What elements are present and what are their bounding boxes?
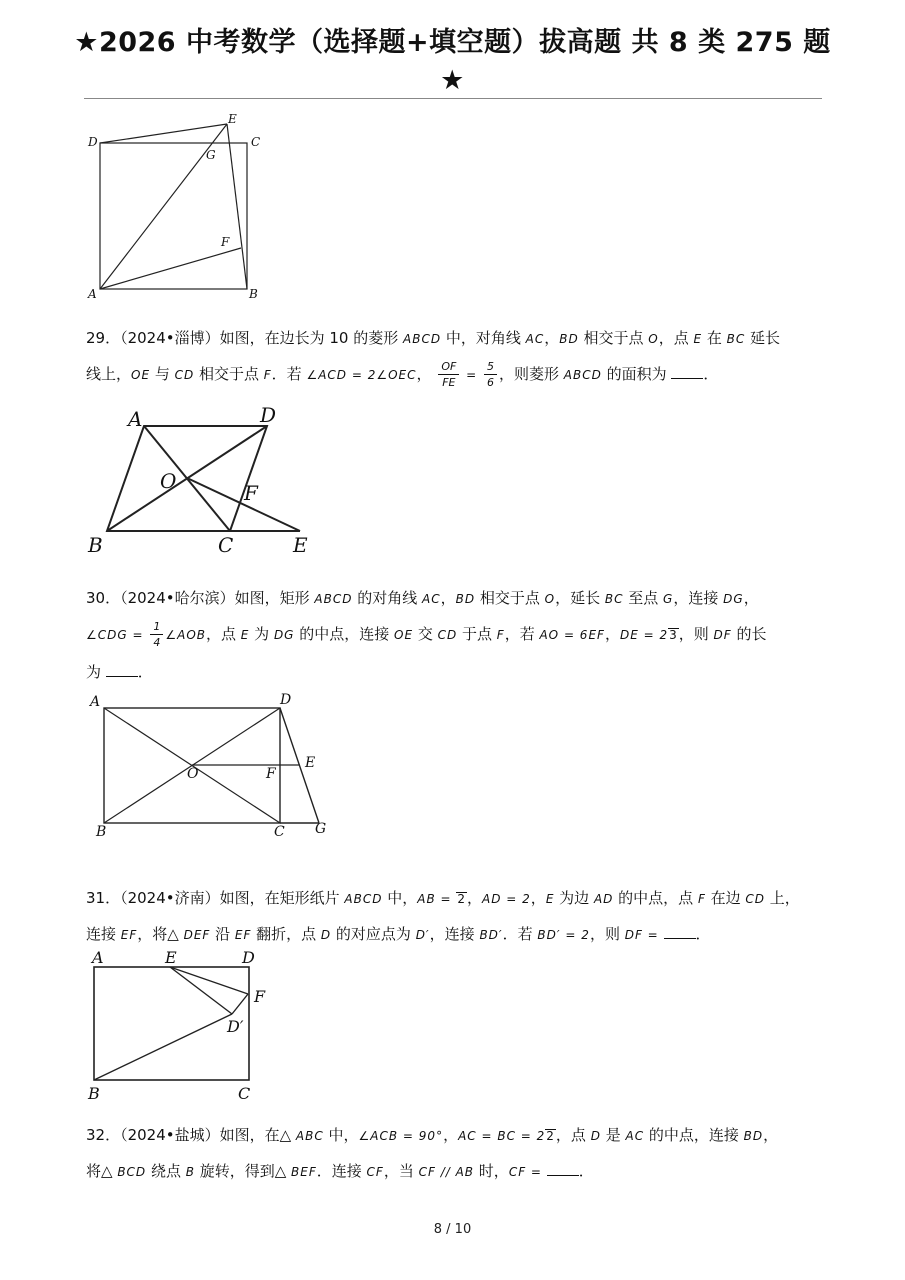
- page-title-line2: ★: [440, 65, 465, 96]
- page-number: 8 / 10: [433, 1222, 472, 1237]
- question-32-line1: 32．（2024•盐城）如图，在△ ABC 中，∠ACB = 90°，AC = BC = 22，点 D 是 AC 的中点，连接 BD，: [86, 1126, 779, 1144]
- rectangle-abcd: [94, 967, 249, 1080]
- question-31-line2: 连接 EF，将△ DEF 沿 EF 翻折，点 D 的对应点为 D′，连接 BD′．若 BD′ = 2，则 DF = ．: [86, 925, 711, 943]
- figure-28: [84, 108, 284, 308]
- question-30-line1: 30．（2024•哈尔滨）如图，矩形 ABCD 的对角线 AC，BD 相交于点 O，延长 BC 至点 G，连接 DG，: [86, 589, 759, 607]
- segment-ef: [170, 967, 248, 994]
- label-dprime: D′: [227, 1017, 244, 1036]
- page-title-line1: ★2026 中考数学（选择题+填空题）拔高题 共 8 类 275 题: [74, 27, 831, 58]
- sqrt-2: 2: [457, 892, 466, 906]
- label-f: F: [254, 987, 266, 1006]
- label-a: A: [90, 694, 101, 710]
- figure-30: [84, 690, 334, 840]
- question-29-line1: 29．（2024•淄博）如图，在边长为 10 的菱形 ABCD 中，对角线 AC，BD 相交于点 O，点 E 在 BC 延长: [86, 329, 781, 347]
- figure-31: [84, 945, 284, 1105]
- segment-de: [100, 124, 227, 143]
- question-31: [86, 880, 826, 952]
- label-b: B: [96, 824, 107, 840]
- title-divider: [84, 98, 822, 99]
- label-d: D: [242, 948, 255, 967]
- question-30-line3: 为 ．: [86, 663, 153, 681]
- label-d: D: [260, 403, 277, 427]
- label-o: O: [160, 469, 177, 493]
- segment-af: [100, 248, 241, 289]
- fraction-of-fe: $\frac{OF}{FE}$: [438, 359, 459, 390]
- question-29-line2: 线上，OE 与 CD 相交于点 F．若 ∠ACD = 2∠OEC， $\frac{OF}{FE}$ = $\frac{5}{6}$ ，则菱形 ABCD 的面积为 ．: [86, 360, 719, 389]
- label-c: C: [238, 1084, 251, 1103]
- label-e: E: [305, 755, 316, 771]
- answer-blank-29[interactable]: [671, 364, 703, 379]
- label-o: O: [187, 766, 199, 782]
- segment-bdp: [94, 1014, 232, 1080]
- label-a: A: [128, 407, 143, 431]
- label-a: A: [92, 948, 104, 967]
- label-a: A: [88, 287, 97, 301]
- label-b: B: [88, 1084, 100, 1103]
- label-d: D: [88, 135, 98, 149]
- question-30: [86, 580, 826, 690]
- answer-blank-30[interactable]: [106, 662, 138, 677]
- label-e: E: [228, 112, 237, 126]
- question-32-line2: 将△ BCD 绕点 B 旋转，得到△ BEF．连接 CF，当 CF // AB 时，CF = ．: [86, 1162, 594, 1180]
- label-g: G: [206, 148, 216, 162]
- fraction-5-6: $\frac{5}{6}$: [484, 359, 497, 390]
- label-b: B: [88, 533, 103, 557]
- segment-fdp: [232, 994, 248, 1014]
- fraction-1-4: $\frac{1}{4}$: [150, 619, 163, 650]
- label-c: C: [251, 135, 261, 149]
- label-f: F: [266, 766, 276, 782]
- segment-edp: [170, 967, 232, 1014]
- label-c: C: [218, 533, 234, 557]
- label-f: F: [244, 481, 258, 505]
- segment-eb: [227, 124, 247, 289]
- label-e: E: [165, 948, 177, 967]
- sqrt-3: 3: [669, 628, 678, 642]
- page-title: [0, 24, 905, 100]
- sqrt-2: 2: [546, 1129, 555, 1143]
- label-d: D: [280, 692, 292, 708]
- answer-blank-32[interactable]: [547, 1161, 579, 1176]
- question-29: [86, 320, 826, 396]
- label-g: G: [315, 821, 327, 837]
- label-f: F: [221, 235, 230, 249]
- question-32: [86, 1117, 826, 1189]
- label-e: E: [293, 533, 308, 557]
- label-c: C: [274, 824, 285, 840]
- answer-blank-31[interactable]: [664, 924, 696, 939]
- question-30-line2: ∠CDG = $\frac{1}{4}$ ∠AOB，点 E 为 DG 的中点，连接 OE 交 CD 于点 F，若 AO = 6EF，DE = 23，则 DF 的长: [86, 620, 767, 649]
- label-b: B: [249, 287, 258, 301]
- figure-29: [84, 400, 324, 560]
- question-31-line1: 31．（2024•济南）如图，在矩形纸片 ABCD 中，AB = 2，AD = 2，E 为边 AD 的中点，点 F 在边 CD 上，: [86, 889, 800, 907]
